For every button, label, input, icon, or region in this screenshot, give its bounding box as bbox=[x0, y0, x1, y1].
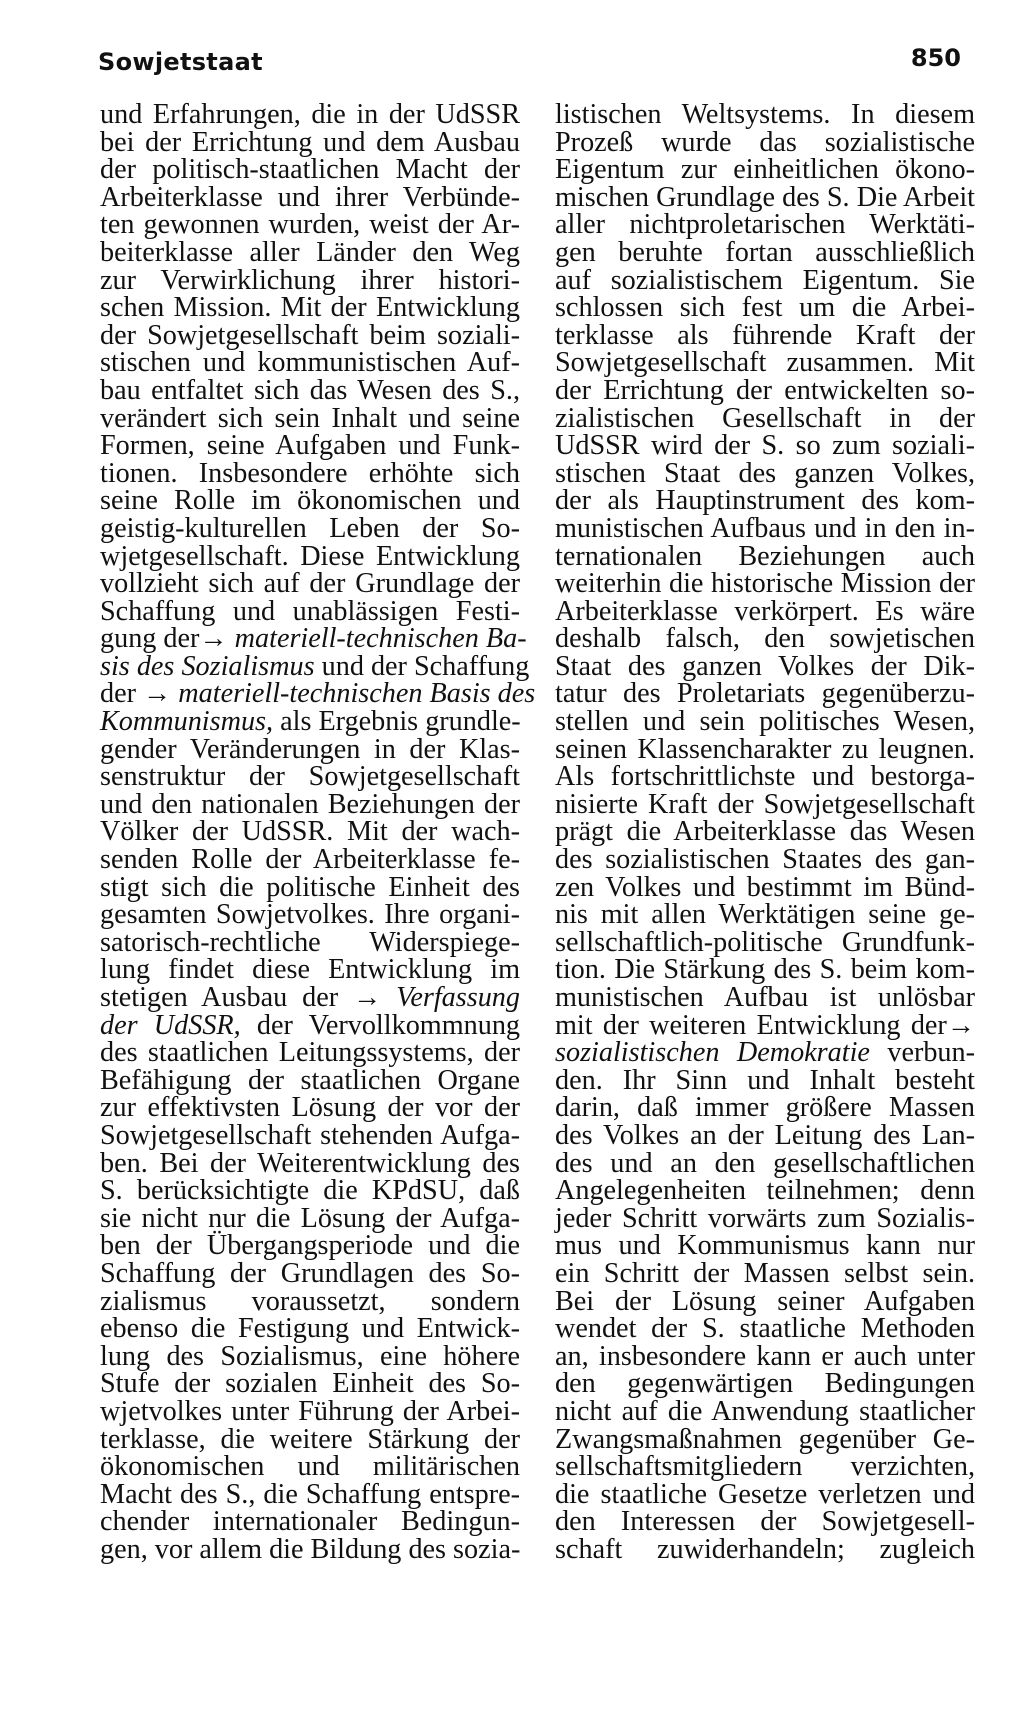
text-line: des staatlichen Leitungssystems, der bbox=[100, 1037, 520, 1069]
text-line: terklasse als führende Kraft der bbox=[555, 319, 975, 351]
cross-reference-link[interactable]: Kommunismus, bbox=[100, 706, 274, 738]
cross-reference-link[interactable]: Verfassung bbox=[396, 982, 520, 1013]
text-line: UdSSR wird der S. so zum soziali- bbox=[555, 430, 975, 462]
text-line: geistig-kulturellen Leben der So- bbox=[100, 512, 520, 544]
text-line: ein Schritt der Massen selbst sein. bbox=[555, 1257, 975, 1289]
text-line: seinen Klassencharakter zu leugnen. bbox=[555, 733, 975, 765]
text-line: Schaffung der Grundlagen des So- bbox=[100, 1257, 520, 1289]
text-line: chender internationaler Bedingun- bbox=[100, 1506, 520, 1538]
text-line bbox=[100, 650, 530, 682]
text-line: Als fortschrittlichste und bestorga- bbox=[555, 761, 975, 793]
text-line bbox=[100, 984, 520, 1012]
text-line: schen Mission. Mit der Entwicklung bbox=[100, 292, 520, 324]
text-line: und Erfahrungen, die in der UdSSR bbox=[100, 99, 520, 130]
text-line: Befähigung der staatlichen Organe bbox=[100, 1064, 520, 1096]
text-line: zur effektivsten Lösung der vor der bbox=[100, 1092, 520, 1124]
text-line: gender Veränderungen in der Klas- bbox=[100, 733, 520, 765]
text-line: ben der Übergangsperiode und die bbox=[100, 1230, 520, 1262]
text-line: Staat des ganzen Volkes der Dik- bbox=[555, 650, 975, 682]
text-line: vollzieht sich auf der Grundlage der bbox=[100, 568, 520, 600]
text-line: tion. Die Stärkung des S. beim kom- bbox=[555, 954, 975, 986]
text-run: als Ergebnis grundle- bbox=[280, 706, 521, 738]
text-line: terklasse, die weitere Stärkung der bbox=[100, 1423, 520, 1455]
cross-reference-arrow: → bbox=[946, 1009, 975, 1041]
text-line: ökonomischen und militärischen bbox=[100, 1451, 520, 1483]
text-line: den. Ihr Sinn und Inhalt besteht bbox=[555, 1064, 975, 1096]
page-number: 850 bbox=[910, 44, 961, 72]
text-line: Schaffung und unablässigen Festi- bbox=[100, 595, 520, 627]
text-line: nis mit allen Werktätigen seine ge- bbox=[555, 899, 975, 931]
running-header: Sowjetstaat bbox=[98, 48, 263, 76]
text-run: und der Schaffung bbox=[321, 650, 530, 682]
text-line: Arbeiterklasse verkörpert. Es wäre bbox=[555, 595, 975, 627]
text-line: ebenso die Festigung und Entwick- bbox=[100, 1313, 520, 1345]
text-line: weiterhin die historische Mission der bbox=[555, 568, 975, 600]
text-line: und den nationalen Beziehungen der bbox=[100, 788, 520, 820]
text-line: Arbeiterklasse und ihrer Verbünde- bbox=[100, 181, 520, 213]
text-line: schlossen sich fest um die Arbei- bbox=[555, 292, 975, 324]
text-line: munistischen Aufbau ist unlösbar bbox=[555, 982, 975, 1013]
text-line: Stufe der sozialen Einheit des So- bbox=[100, 1368, 520, 1400]
text-line: verändert sich sein Inhalt und seine bbox=[100, 402, 520, 434]
text-line: nisierte Kraft der Sowjetgesellschaft bbox=[555, 788, 975, 820]
cross-reference-link[interactable]: der UdSSR, bbox=[100, 1009, 241, 1041]
text-line: darin, daß immer größere Massen bbox=[555, 1092, 975, 1124]
text-line: listischen Weltsystems. In diesem bbox=[555, 99, 975, 130]
text-line: seine Rolle im ökonomischen und bbox=[100, 485, 520, 517]
text-line: wjetgesellschaft. Diese Entwicklung bbox=[100, 540, 520, 572]
cross-reference-arrow: → bbox=[353, 982, 382, 1013]
text-line bbox=[555, 1009, 975, 1041]
text-line: der politisch-staatlichen Macht der bbox=[100, 154, 520, 186]
text-line: stellen und sein politisches Wesen, bbox=[555, 706, 975, 738]
text-line: bei der Errichtung und dem Ausbau bbox=[100, 126, 520, 158]
text-line: die staatliche Gesetze verletzen und bbox=[555, 1478, 975, 1510]
text-line bbox=[100, 623, 527, 655]
text-line: ben. Bei der Weiterentwicklung des bbox=[100, 1147, 520, 1179]
text-line bbox=[555, 1039, 975, 1067]
text-line: wjetvolkes unter Führung der Arbei- bbox=[100, 1395, 520, 1427]
text-line: lung des Sozialismus, eine höhere bbox=[100, 1340, 520, 1372]
text-run: gung der bbox=[100, 623, 200, 655]
text-run: stetigen Ausbau der bbox=[100, 982, 339, 1013]
text-line: sellschaftsmitgliedern verzichten, bbox=[555, 1451, 975, 1483]
cross-reference-link[interactable]: materiell-technischen Ba- bbox=[234, 623, 527, 655]
text-line: gesamten Sowjetvolkes. Ihre organi- bbox=[100, 899, 520, 931]
text-line bbox=[100, 678, 536, 710]
text-line: wendet der S. staatliche Methoden bbox=[555, 1313, 975, 1345]
text-line: Völker der UdSSR. Mit der wach- bbox=[100, 816, 520, 848]
text-line: der Errichtung der entwickelten so- bbox=[555, 374, 975, 406]
text-column-left bbox=[100, 99, 536, 1565]
text-line: zialistischen Gesellschaft in der bbox=[555, 402, 975, 434]
text-line: aller nichtproletarischen Werktäti- bbox=[555, 209, 975, 241]
text-line: zialismus voraussetzt, sondern bbox=[100, 1285, 520, 1317]
text-run: verbun- bbox=[887, 1037, 976, 1069]
text-line: munistischen Aufbaus und in den in- bbox=[555, 512, 975, 544]
text-line: jeder Schritt vorwärts zum Sozialis- bbox=[555, 1202, 975, 1234]
text-line: Bei der Lösung seiner Aufgaben bbox=[555, 1285, 975, 1317]
text-run: der bbox=[100, 678, 136, 710]
cross-reference-link[interactable]: materiell-technischen Basis des bbox=[178, 678, 536, 710]
cross-reference-link[interactable]: sozialistischen Demokratie bbox=[555, 1037, 870, 1069]
text-line: mus und Kommunismus kann nur bbox=[555, 1230, 975, 1262]
text-line: der Sowjetgesellschaft beim soziali- bbox=[100, 319, 520, 351]
text-line: stigt sich die politische Einheit des bbox=[100, 871, 520, 903]
cross-reference-arrow: → bbox=[143, 678, 172, 710]
text-line: satorisch-rechtliche Widerspiege- bbox=[100, 926, 520, 958]
text-line: Formen, seine Aufgaben und Funk- bbox=[100, 430, 520, 462]
text-line: den Interessen der Sowjetgesell- bbox=[555, 1506, 975, 1538]
text-line: zen Volkes und bestimmt im Bünd- bbox=[555, 871, 975, 903]
text-line: ternationalen Beziehungen auch bbox=[555, 540, 975, 572]
text-line: senden Rolle der Arbeiterklasse fe- bbox=[100, 844, 520, 876]
text-line: prägt die Arbeiterklasse das Wesen bbox=[555, 816, 975, 848]
text-line: Prozeß wurde das sozialistische bbox=[555, 126, 975, 158]
text-line: S. berücksichtigte die KPdSU, daß bbox=[100, 1175, 520, 1207]
text-line: tionen. Insbesondere erhöhte sich bbox=[100, 457, 520, 489]
text-line bbox=[100, 708, 520, 736]
text-line: gen beruhte fortan ausschließlich bbox=[555, 236, 975, 268]
text-line: des Volkes an der Leitung des Lan- bbox=[555, 1119, 975, 1151]
text-line: der als Hauptinstrument des kom- bbox=[555, 485, 975, 517]
text-line: Sowjetgesellschaft zusammen. Mit bbox=[555, 347, 975, 379]
text-line: bau entfaltet sich das Wesen des S., bbox=[100, 374, 520, 406]
text-line: des sozialistischen Staates des gan- bbox=[555, 844, 975, 876]
text-line: gen, vor allem die Bildung des sozia- bbox=[100, 1533, 521, 1565]
text-line: Sowjetgesellschaft stehenden Aufga- bbox=[100, 1119, 520, 1151]
cross-reference-link[interactable]: sis des Sozialismus bbox=[100, 650, 315, 682]
text-line: sellschaftlich-politische Grundfunk- bbox=[555, 926, 975, 958]
text-line: nicht auf die Anwendung staatlicher bbox=[555, 1395, 975, 1427]
text-line: Eigentum zur einheitlichen ökono- bbox=[555, 154, 975, 186]
text-line: zur Verwirklichung ihrer histori- bbox=[100, 264, 520, 296]
text-line: deshalb falsch, den sowjetischen bbox=[555, 623, 975, 655]
text-line bbox=[100, 1009, 521, 1041]
text-line: ten gewonnen wurden, weist der Ar- bbox=[100, 209, 520, 241]
text-line: sie nicht nur die Lösung der Aufga- bbox=[100, 1202, 520, 1234]
text-line: beiterklasse aller Länder den Weg bbox=[100, 236, 520, 268]
text-line: senstruktur der Sowjetgesellschaft bbox=[100, 761, 520, 793]
text-line: stischen Staat des ganzen Volkes, bbox=[555, 457, 975, 489]
text-line: lung findet diese Entwicklung im bbox=[100, 954, 520, 986]
text-line: mischen Grundlage des S. Die Arbeit bbox=[555, 181, 975, 213]
text-line: tatur des Proletariats gegenüberzu- bbox=[555, 678, 975, 710]
text-run: mit der weiteren Entwicklung der bbox=[555, 1009, 947, 1041]
text-line: des und an den gesellschaftlichen bbox=[555, 1147, 975, 1179]
text-line: schaft zuwiderhandeln; zugleich bbox=[555, 1533, 975, 1565]
text-run: der Vervollkommnung bbox=[256, 1009, 521, 1041]
cross-reference-arrow: → bbox=[199, 623, 228, 655]
text-line: an, insbesondere kann er auch unter bbox=[555, 1340, 975, 1372]
text-line: auf sozialistischem Eigentum. Sie bbox=[555, 264, 975, 296]
text-line: Angelegenheiten teilnehmen; denn bbox=[555, 1175, 975, 1207]
text-column-right bbox=[555, 101, 975, 1563]
text-line: Macht des S., die Schaffung entspre- bbox=[100, 1478, 520, 1510]
text-line: den gegenwärtigen Bedingungen bbox=[555, 1368, 975, 1400]
text-line: Zwangsmaßnahmen gegenüber Ge- bbox=[555, 1423, 975, 1455]
text-line: stischen und kommunistischen Auf- bbox=[100, 347, 520, 379]
